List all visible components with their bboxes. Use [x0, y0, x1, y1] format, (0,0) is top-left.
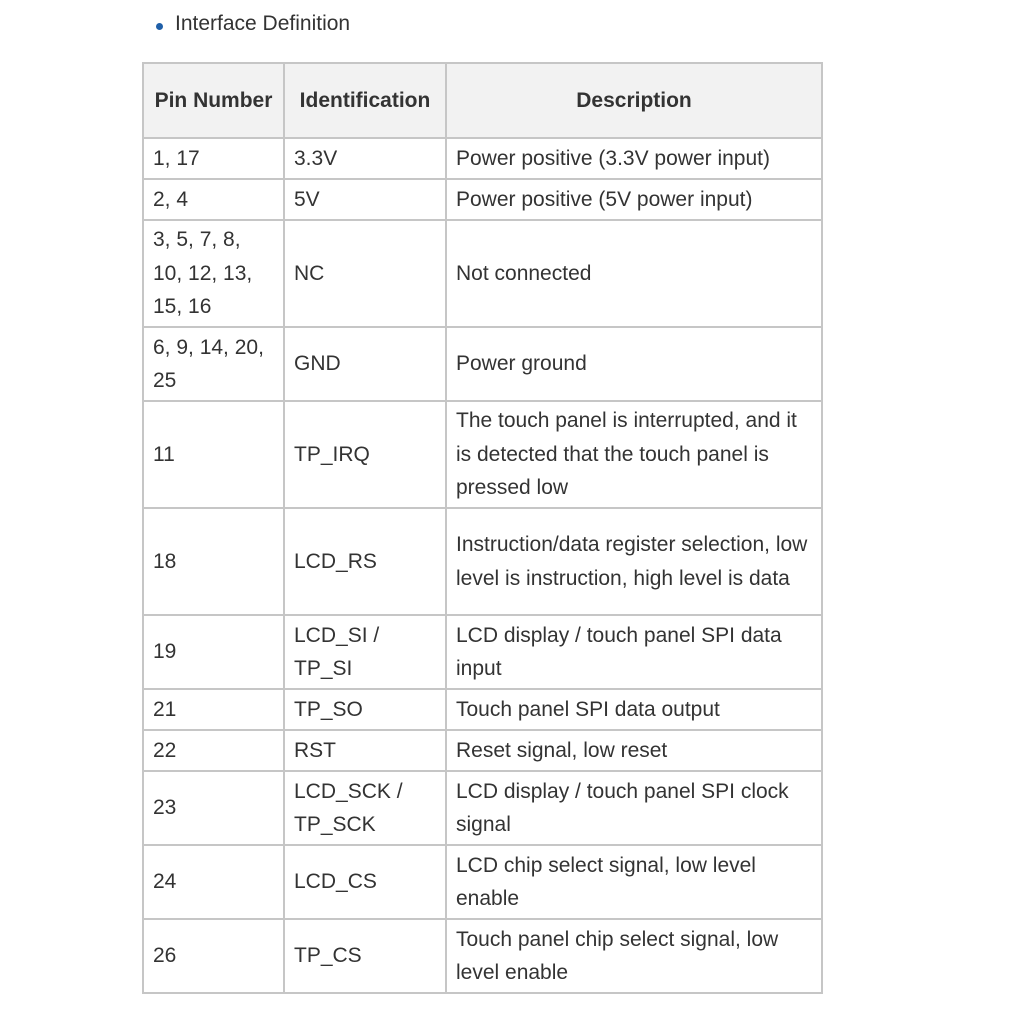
identification-cell: LCD_RS	[284, 508, 446, 615]
identification-cell: TP_IRQ	[284, 401, 446, 508]
identification-cell: LCD_SCK / TP_SCK	[284, 771, 446, 845]
description-cell: LCD display / touch panel SPI clock signal	[446, 771, 822, 845]
description-cell: Power positive (5V power input)	[446, 179, 822, 220]
table-row	[143, 730, 822, 771]
interface-definition-table	[142, 62, 823, 994]
description-cell: Touch panel chip select signal, low level enable	[446, 919, 822, 993]
pin-cell: 1, 17	[143, 138, 284, 179]
table-row	[143, 919, 822, 993]
identification-cell: 3.3V	[284, 138, 446, 179]
pin-cell: 24	[143, 845, 284, 919]
pin-cell: 2, 4	[143, 179, 284, 220]
description-cell: LCD chip select signal, low level enable	[446, 845, 822, 919]
identification-cell: 5V	[284, 179, 446, 220]
table-header-row	[143, 63, 822, 138]
description-cell: LCD display / touch panel SPI data input	[446, 615, 822, 689]
identification-cell: LCD_CS	[284, 845, 446, 919]
pin-cell-text: 3, 5, 7, 8, 10, 12, 13, 15, 16	[153, 228, 253, 319]
pin-cell: 21	[143, 689, 284, 730]
description-cell: Instruction/data register selection, low level is instruction, high level is data	[446, 508, 822, 615]
table-row	[143, 220, 822, 327]
identification-cell: RST	[284, 730, 446, 771]
header-description: Description	[446, 63, 822, 138]
description-cell: The touch panel is interrupted, and it is detected that the touch panel is pressed low	[446, 401, 822, 508]
identification-cell: GND	[284, 327, 446, 401]
table-row	[143, 508, 822, 615]
header-identification: Identification	[284, 63, 446, 138]
description-cell: Power positive (3.3V power input)	[446, 138, 822, 179]
section-heading	[156, 10, 350, 38]
bullet-icon	[156, 23, 163, 30]
description-cell: Touch panel SPI data output	[446, 689, 822, 730]
table-row	[143, 138, 822, 179]
description-cell: Reset signal, low reset	[446, 730, 822, 771]
table-row	[143, 771, 822, 845]
pin-cell: 26	[143, 919, 284, 993]
table-row	[143, 401, 822, 508]
table-row	[143, 179, 822, 220]
pin-cell	[143, 220, 284, 327]
identification-cell: TP_SO	[284, 689, 446, 730]
table-row	[143, 689, 822, 730]
description-cell: Not connected	[446, 220, 822, 327]
identification-cell: NC	[284, 220, 446, 327]
table-row	[143, 845, 822, 919]
table-row	[143, 615, 822, 689]
pin-cell	[143, 327, 284, 401]
pin-cell: 19	[143, 615, 284, 689]
pin-cell: 22	[143, 730, 284, 771]
identification-cell: TP_CS	[284, 919, 446, 993]
identification-cell: LCD_SI / TP_SI	[284, 615, 446, 689]
section-title: Interface Definition	[175, 12, 351, 35]
pin-cell: 23	[143, 771, 284, 845]
pin-cell: 18	[143, 508, 284, 615]
header-pin-number: Pin Number	[143, 63, 284, 138]
description-cell: Power ground	[446, 327, 822, 401]
pin-cell: 11	[143, 401, 284, 508]
table-row	[143, 327, 822, 401]
pin-cell-text: 6, 9, 14, 20, 25	[153, 335, 264, 392]
